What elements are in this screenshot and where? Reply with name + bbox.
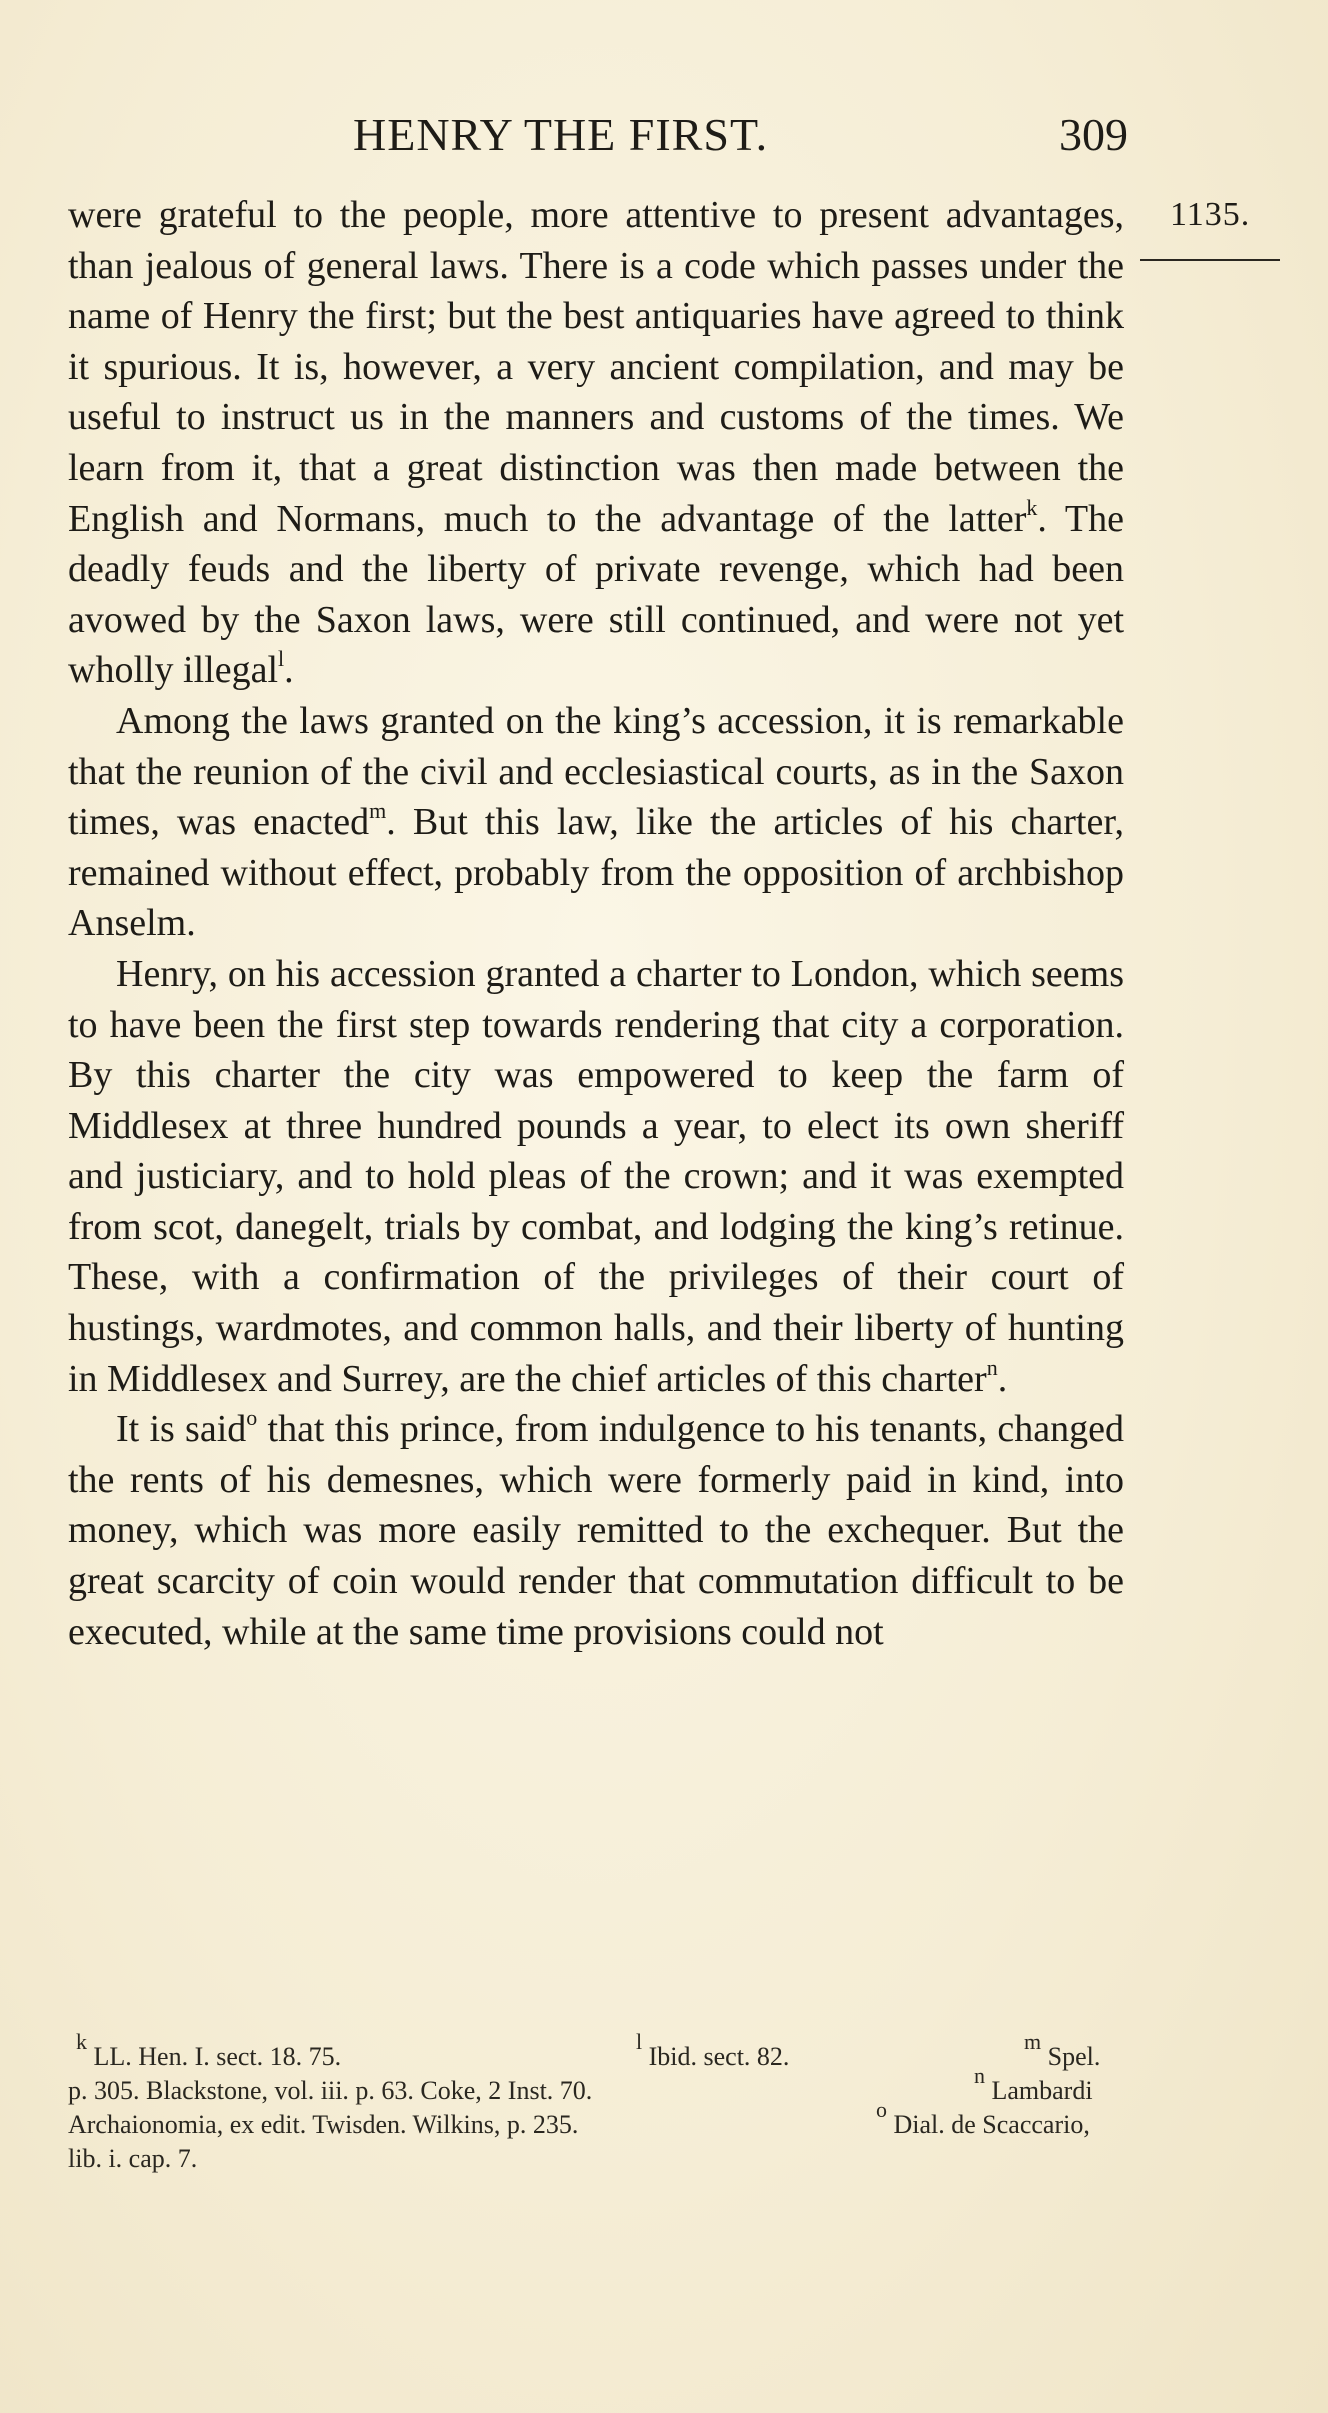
- footnote-line-4: [68, 2142, 1138, 2176]
- footnote-ref-m: m: [369, 798, 387, 824]
- footnote-ref-l: l: [278, 646, 285, 672]
- footnote-m-continued: p. 305. Blackstone, vol. iii. p. 63. Coke, 2 Inst. 70.: [68, 2076, 593, 2105]
- footnote-n: $^n$ Lambardi: [974, 2063, 1093, 2105]
- body-text: [68, 190, 1124, 1657]
- footnote-line-3: [68, 2097, 1138, 2142]
- page-number: 309: [1059, 109, 1128, 160]
- margin-rule: [1140, 259, 1280, 261]
- footnote-n-continued: Archaionomia, ex edit. Twisden. Wilkins, p. 235.: [68, 2110, 579, 2139]
- footnote-ref-k: k: [1026, 494, 1038, 520]
- paragraph-3: Henry, on his accession granted a charter to London, which seems to have been the first step towards rendering that city a corporation. By this charter the city was empowered to keep the farm of Middlesex at three hundred pounds a year, to elect its own sheriff and justiciary, and to hold pleas of the crown; and it was exempted from scot, danegelt, trials by combat, and lodging the king’s retinue. These, with a confirmation of the privileges of their court of hustings, wardmotes, and common halls, and their liberty of hunting in Middlesex and Surrey, are the chief articles of this charter$^n$.: [68, 952, 1124, 1400]
- margin-date: 1135.: [1170, 196, 1251, 233]
- paragraph-4: It is said$^o$ that this prince, from indulgence to his tenants, changed the rents of his demesnes, which were formerly paid in kind, into money, which was more easily remitted to the exchequer. But the great scarcity of coin would render that commutation difficult to be executed, while at the same time provisions could not: [68, 1405, 1124, 1653]
- footnote-ref-n: n: [986, 1354, 998, 1380]
- footnote-m: $^m$ Spel.: [1024, 2029, 1101, 2071]
- footnote-o: $^o$ Dial. de Scaccario,: [876, 2097, 1090, 2139]
- paragraph-1: were grateful to the people, more attentive to present advantages, than jealous of general laws. There is a code which passes under the name of Henry the first; but the best antiquaries have agreed to think it spurious. It is, however, a very ancient compilation, and may be useful to instruct us in the manners and customs of the times. We learn from it, that a great distinction was then made between the English and Normans, much to the advantage of the latter$^k$. The deadly feuds and the liberty of private revenge, which had been avowed by the Saxon laws, were still continued, and were not yet wholly illegal$^l$.: [68, 194, 1124, 692]
- footnote-o-continued: lib. i. cap. 7.: [68, 2144, 198, 2173]
- running-title: HENRY THE FIRST.: [353, 109, 769, 160]
- footnotes: [68, 2029, 1138, 2176]
- footnote-k: $^k$ LL. Hen. I. sect. 18. 75.: [76, 2029, 342, 2071]
- page-header: [68, 108, 1128, 168]
- footnote-l: $^l$ Ibid. sect. 82.: [636, 2029, 790, 2071]
- footnote-line-2: [68, 2063, 1138, 2108]
- paragraph-2: Among the laws granted on the king’s accession, it is remarkable that the reunion of the civil and ecclesiastical courts, as in the Saxon times, was enacted$^m$. But this law, like the articles of his charter, remained without effect, probably from the opposition of archbishop Anselm.: [68, 699, 1124, 945]
- footnote-ref-o: o: [246, 1405, 258, 1431]
